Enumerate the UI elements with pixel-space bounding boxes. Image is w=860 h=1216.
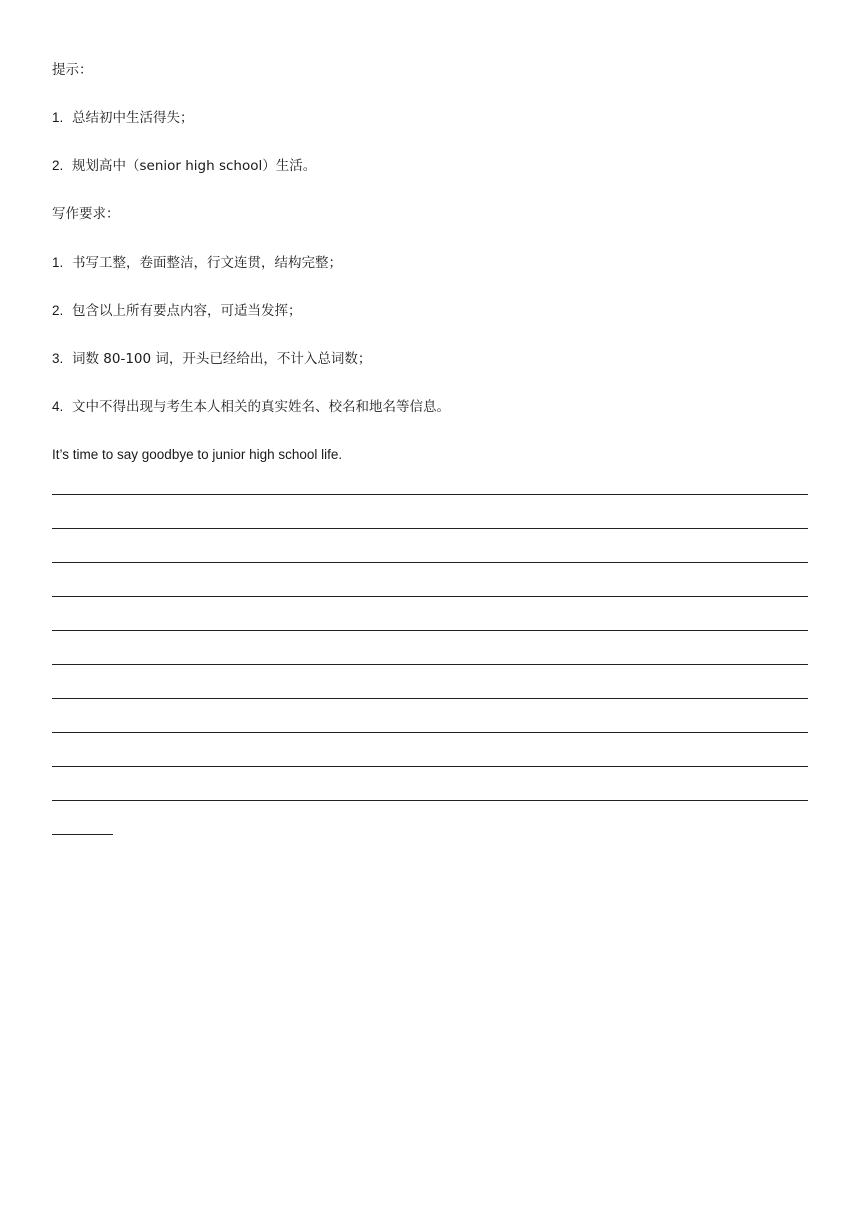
answer-line[interactable]	[52, 800, 808, 801]
requirement-item-text: 包含以上所有要点内容，可适当发挥；	[72, 303, 302, 319]
answer-line[interactable]	[52, 562, 808, 563]
requirement-item-number: 2.	[52, 303, 64, 318]
requirement-item-text: 文中不得出现与考生本人相关的真实姓名、校名和地名等信息。	[72, 399, 450, 415]
requirement-item-3	[52, 350, 371, 368]
requirement-item-4	[52, 398, 450, 416]
hint-item-2	[52, 157, 316, 175]
hint-item-number: 2.	[52, 158, 64, 173]
requirement-item-number: 4.	[52, 399, 64, 414]
answer-line[interactable]	[52, 528, 808, 529]
answer-line[interactable]	[52, 494, 808, 495]
answer-line[interactable]	[52, 698, 808, 699]
essay-opening: It’s time to say goodbye to junior high school life.	[52, 447, 343, 462]
requirement-item-2	[52, 302, 302, 320]
requirement-item-number: 3.	[52, 351, 64, 366]
requirements-heading: 写作要求：	[52, 206, 120, 222]
answer-line[interactable]	[52, 732, 808, 733]
requirement-item-1	[52, 254, 342, 272]
hint-heading: 提示：	[52, 62, 93, 78]
answer-line[interactable]	[52, 766, 808, 767]
hint-item-text: 总结初中生活得失；	[72, 110, 194, 126]
answer-line-end[interactable]	[52, 834, 113, 835]
answer-line[interactable]	[52, 630, 808, 631]
hint-item-number: 1.	[52, 110, 64, 125]
hint-item-1	[52, 109, 194, 127]
answer-line[interactable]	[52, 596, 808, 597]
requirement-item-text: 词数 80-100 词，开头已经给出，不计入总词数；	[72, 351, 372, 367]
hint-item-text: 规划高中（senior high school）生活。	[72, 158, 317, 174]
requirement-item-text: 书写工整，卷面整洁，行文连贯，结构完整；	[72, 255, 342, 271]
answer-line[interactable]	[52, 664, 808, 665]
requirement-item-number: 1.	[52, 255, 64, 270]
